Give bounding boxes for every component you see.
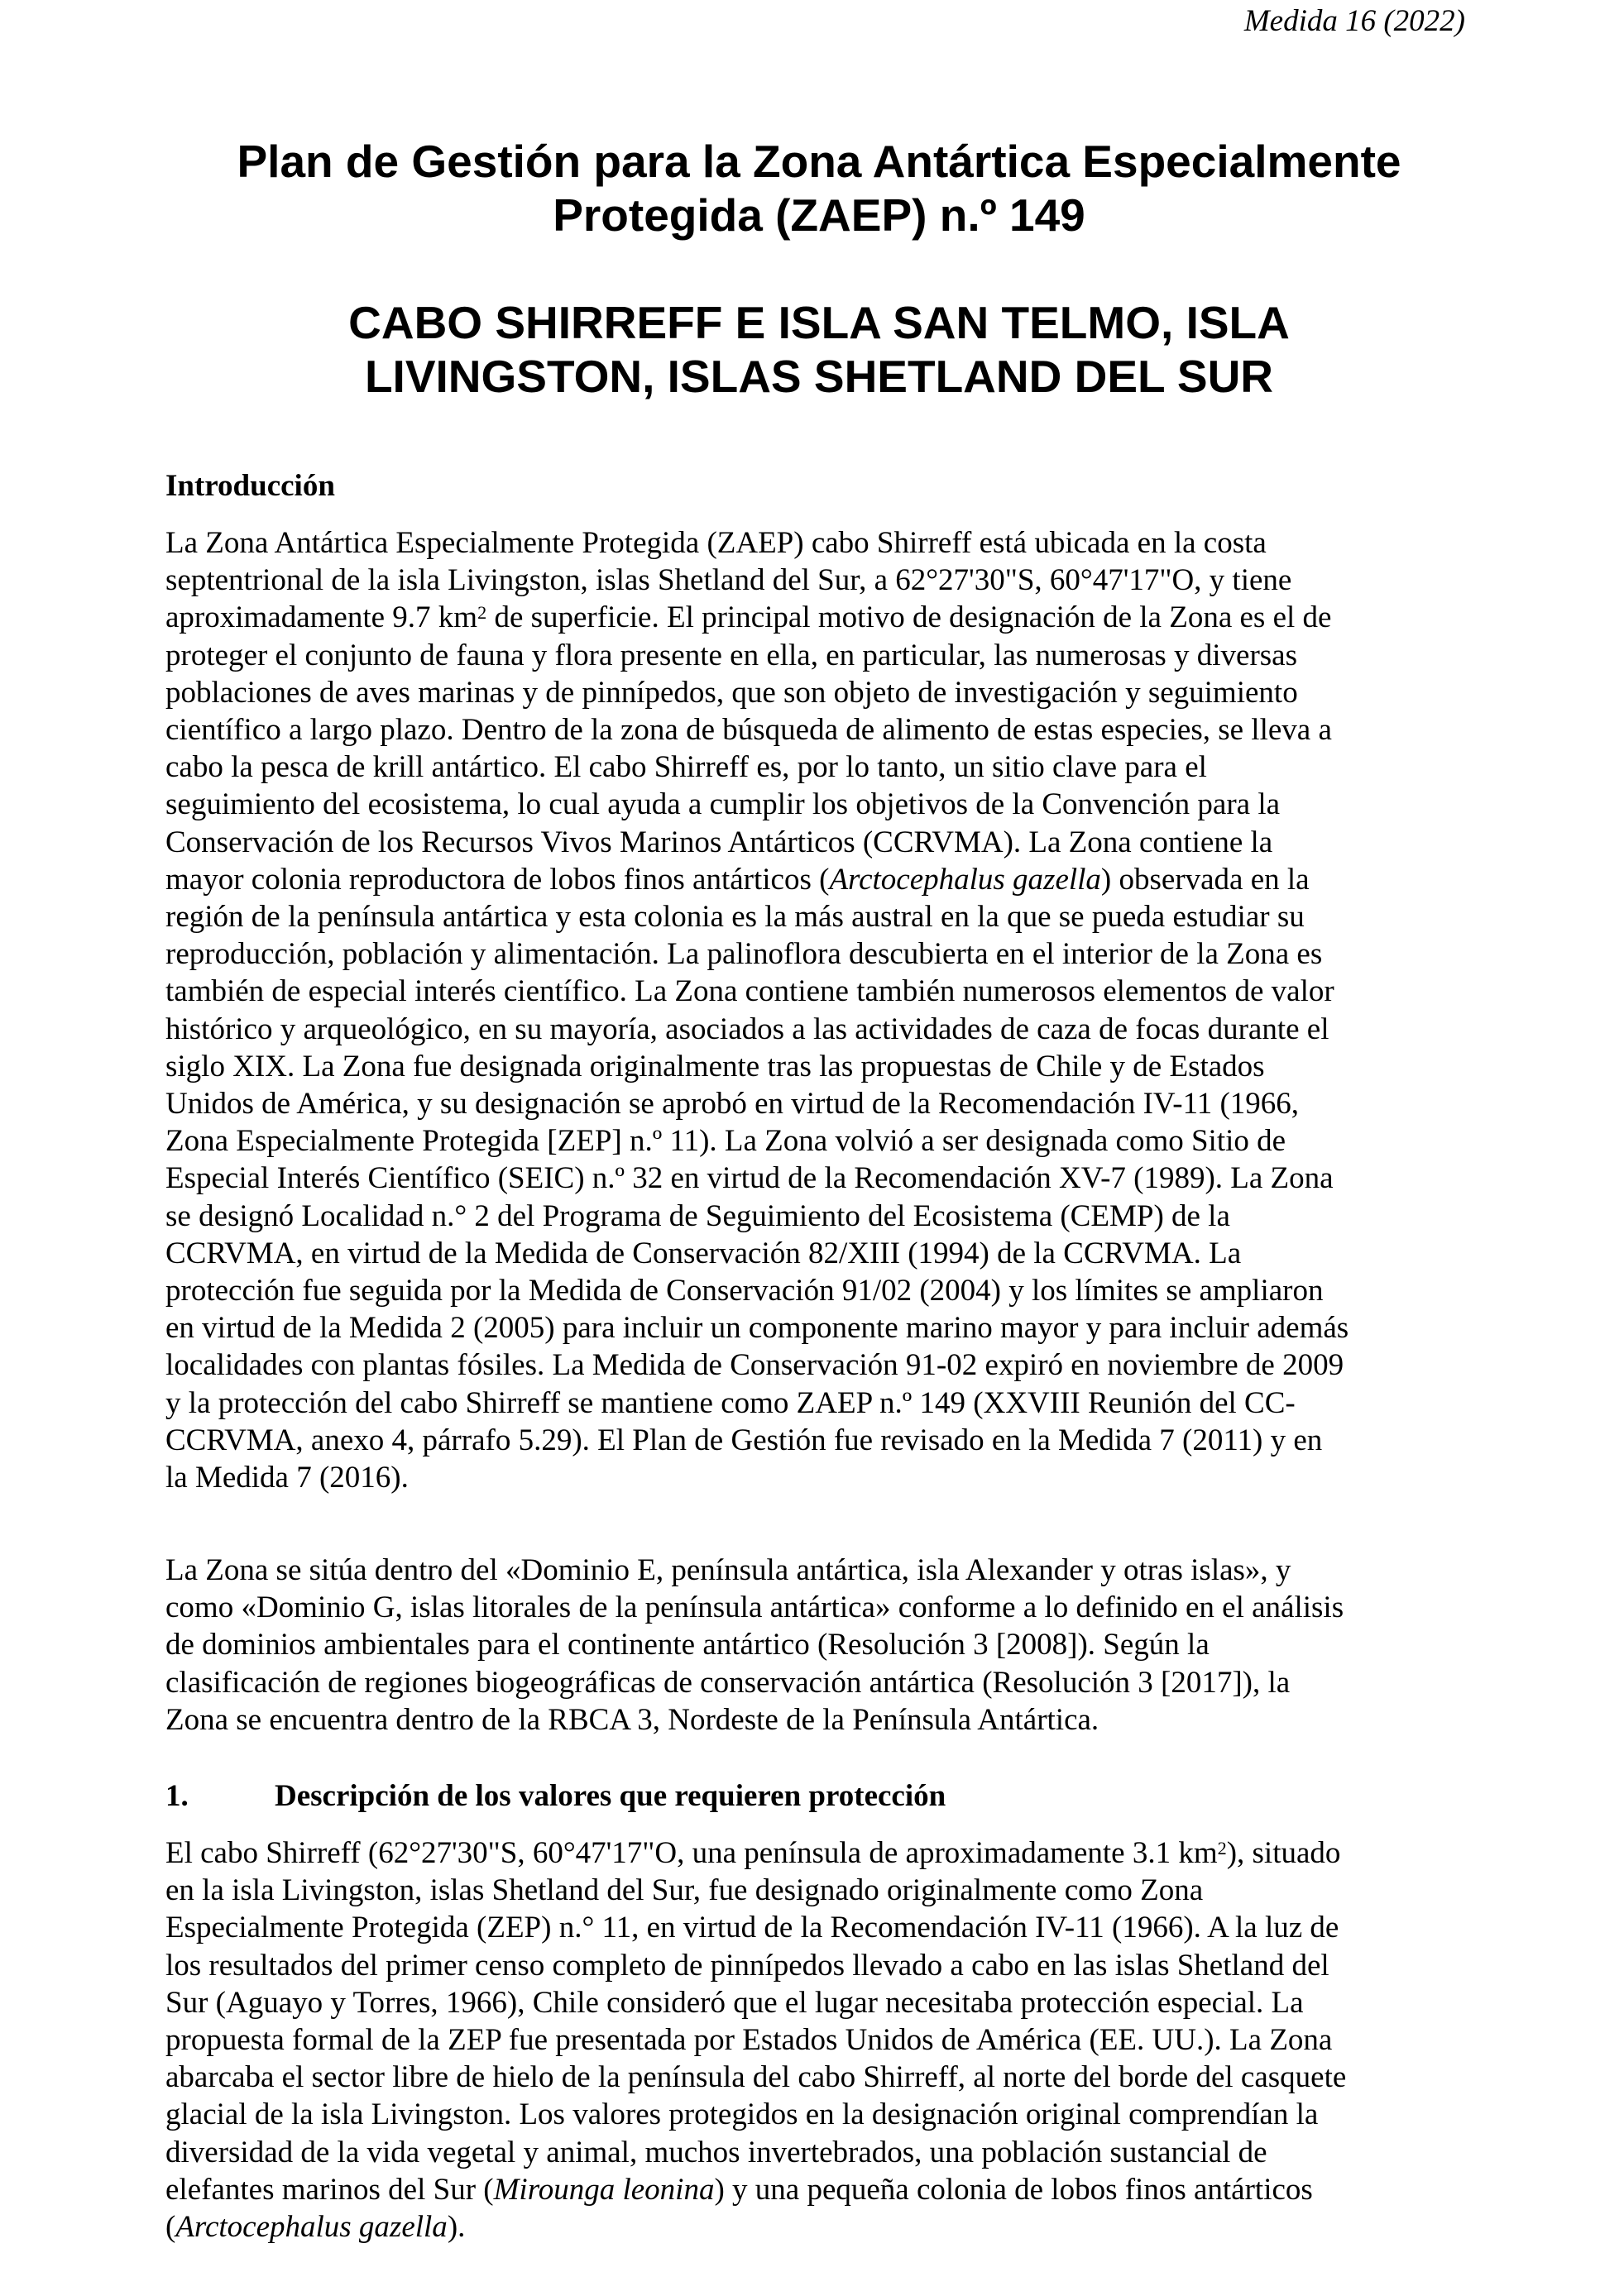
text-line: reproducción, población y alimentación. La palinoflora descubierta en el interior de la Zona es [165, 937, 1323, 972]
text-line: Unidos de América, y su designación se aprobó en virtud de la Recomendación IV-11 (1966, [165, 1087, 1300, 1122]
section-number: 1. [165, 1779, 189, 1813]
text-line: diversidad de la vida vegetal y animal, muchos invertebrados, una población sustancial de [165, 2135, 1267, 2169]
introduction-paragraph-1 [165, 524, 1473, 1496]
text-line: región de la península antártica y esta colonia es la más austral en la que se pueda estudiar su [165, 900, 1305, 935]
text-line: CCRVMA, en virtud de la Medida de Conservación 82/XIII (1994) de la CCRVMA. La [165, 1236, 1242, 1270]
section-1-paragraph-1 [165, 1834, 1473, 2246]
text-line: la Medida 7 (2016). [165, 1461, 409, 1495]
text-line: La Zona Antártica Especialmente Protegida (ZAEP) cabo Shirreff está ubicada en la costa [165, 526, 1267, 560]
text-line: protección fue seguida por la Medida de Conservación 91/02 (2004) y los límites se ampliaron [165, 1274, 1324, 1308]
text-run: aproximadamente 9.7 km [165, 600, 478, 635]
text-run: ) y una pequeña colonia de lobos finos antárticos [714, 2172, 1313, 2207]
text-line: poblaciones de aves marinas y de pinnípedos, que son objeto de investigación y seguimiento [165, 675, 1298, 710]
text-line: Especial Interés Científico (SEIC) n.º 32 en virtud de la Recomendación XV-7 (1989). La Zona [165, 1161, 1334, 1196]
text-line: de dominios ambientales para el continente antártico (Resolución 3 [2008]). Según la [165, 1628, 1210, 1662]
text-run: mayor colonia reproductora de lobos finos antárticos ( [165, 862, 830, 897]
text-line: Conservación de los Recursos Vivos Marinos Antárticos (CCRVMA). La Zona contiene la [165, 825, 1273, 859]
text-run: El cabo Shirreff (62°27'30"S, 60°47'17"O, una península de aproximadamente 3.1 km [165, 1836, 1218, 1870]
text-run: ), situado [1226, 1836, 1341, 1870]
superscript: 2 [1217, 1838, 1227, 1859]
text-line: Especialmente Protegida (ZEP) n.° 11, en virtud de la Recomendación IV-11 (1966). A la luz de [165, 1911, 1339, 1945]
document-title-line-2: Protegida (ZAEP) n.º 149 [553, 189, 1085, 241]
text-line: como «Dominio G, islas litorales de la península antártica» conforme a lo definido en el análisis [165, 1590, 1344, 1625]
text-line: propuesta formal de la ZEP fue presentada por Estados Unidos de América (EE. UU.). La Zona [165, 2023, 1333, 2058]
introduction-paragraph-2 [165, 1552, 1473, 1739]
text-line: seguimiento del ecosistema, lo cual ayuda a cumplir los objetivos de la Convención para la [165, 787, 1281, 822]
document-subtitle-line-2: LIVINGSTON, ISLAS SHETLAND DEL SUR [364, 351, 1274, 402]
text-line [165, 861, 1473, 898]
text-line: localidades con plantas fósiles. La Medida de Conservación 91-02 expiró en noviembre de 2009 [165, 1348, 1344, 1383]
document-title [165, 135, 1473, 242]
text-run: ). [447, 2210, 466, 2245]
species-name: Mirounga leonina [493, 2172, 715, 2207]
text-line: los resultados del primer censo completo de pinnípedos llevado a cabo en las islas Shetland del [165, 1948, 1329, 1983]
text-run: ) observada en la [1100, 862, 1310, 897]
species-name: Arctocephalus gazella [829, 862, 1101, 897]
text-line: se designó Localidad n.° 2 del Programa de Seguimiento del Ecosistema (CEMP) de la [165, 1198, 1230, 1233]
text-line [165, 1834, 1473, 1872]
text-run: de superficie. El principal motivo de designación de la Zona es el de [486, 600, 1332, 635]
text-line: proteger el conjunto de fauna y flora presente en ella, en particular, las numerosas y diversas [165, 638, 1298, 672]
introduction-heading: Introducción [165, 469, 335, 503]
superscript: 2 [477, 602, 487, 624]
text-line: científico a largo plazo. Dentro de la zona de búsqueda de alimento de estas especies, se lleva a [165, 713, 1332, 748]
text-line: Sur (Aguayo y Torres, 1966), Chile consideró que el lugar necesitaba protección especial. La [165, 1985, 1304, 2020]
text-line: Zona se encuentra dentro de la RBCA 3, Nordeste de la Península Antártica. [165, 1702, 1099, 1737]
section-1-heading [165, 1778, 946, 1815]
text-line: cabo la pesca de krill antártico. El cabo Shirreff es, por lo tanto, un sitio clave para el [165, 750, 1207, 785]
document-subtitle-line-1: CABO SHIRREFF E ISLA SAN TELMO, ISLA [348, 297, 1290, 348]
text-line [165, 2171, 1473, 2208]
text-line: también de especial interés científico. La Zona contiene también numerosos elementos de valor [165, 974, 1334, 1009]
text-line: glacial de la isla Livingston. Los valores protegidos en la designación original comprendían la [165, 2097, 1319, 2132]
text-run: ( [165, 2210, 176, 2245]
text-line: Zona Especialmente Protegida [ZEP] n.º 11). La Zona volvió a ser designada como Sitio de [165, 1124, 1286, 1159]
text-line: histórico y arqueológico, en su mayoría, asociados a las actividades de caza de focas durante el [165, 1012, 1329, 1046]
text-line: clasificación de regiones biogeográficas de conservación antártica (Resolución 3 [2017]), la [165, 1665, 1291, 1700]
text-line: septentrional de la isla Livingston, islas Shetland del Sur, a 62°27'30"S, 60°47'17"O, y tiene [165, 563, 1292, 598]
text-line: en la isla Livingston, islas Shetland del Sur, fue designado originalmente como Zona [165, 1873, 1204, 1908]
text-line: siglo XIX. La Zona fue designada originalmente tras las propuestas de Chile y de Estados [165, 1049, 1265, 1083]
species-name: Arctocephalus gazella [175, 2210, 448, 2245]
text-line: CCRVMA, anexo 4, párrafo 5.29). El Plan de Gestión fue revisado en la Medida 7 (2011) y en [165, 1423, 1323, 1457]
text-line: La Zona se sitúa dentro del «Dominio E, península antártica, isla Alexander y otras islas», y [165, 1553, 1291, 1587]
document-title-line-1: Plan de Gestión para la Zona Antártica Especialmente [237, 136, 1401, 187]
measure-reference: Medida 16 (2022) [1243, 4, 1465, 38]
text-line: abarcaba el sector libre de hielo de la península del cabo Shirreff, al norte del borde del casquete [165, 2060, 1347, 2095]
text-line: en virtud de la Medida 2 (2005) para incluir un componente marino mayor y para incluir además [165, 1311, 1349, 1346]
text-line [165, 2208, 1473, 2246]
document-subtitle [165, 296, 1473, 404]
text-line: y la protección del cabo Shirreff se mantiene como ZAEP n.º 149 (XXVIII Reunión del CC- [165, 1385, 1296, 1420]
text-line [165, 599, 1473, 636]
text-run: elefantes marinos del Sur ( [165, 2172, 494, 2207]
section-title: Descripción de los valores que requieren protección [275, 1779, 946, 1813]
